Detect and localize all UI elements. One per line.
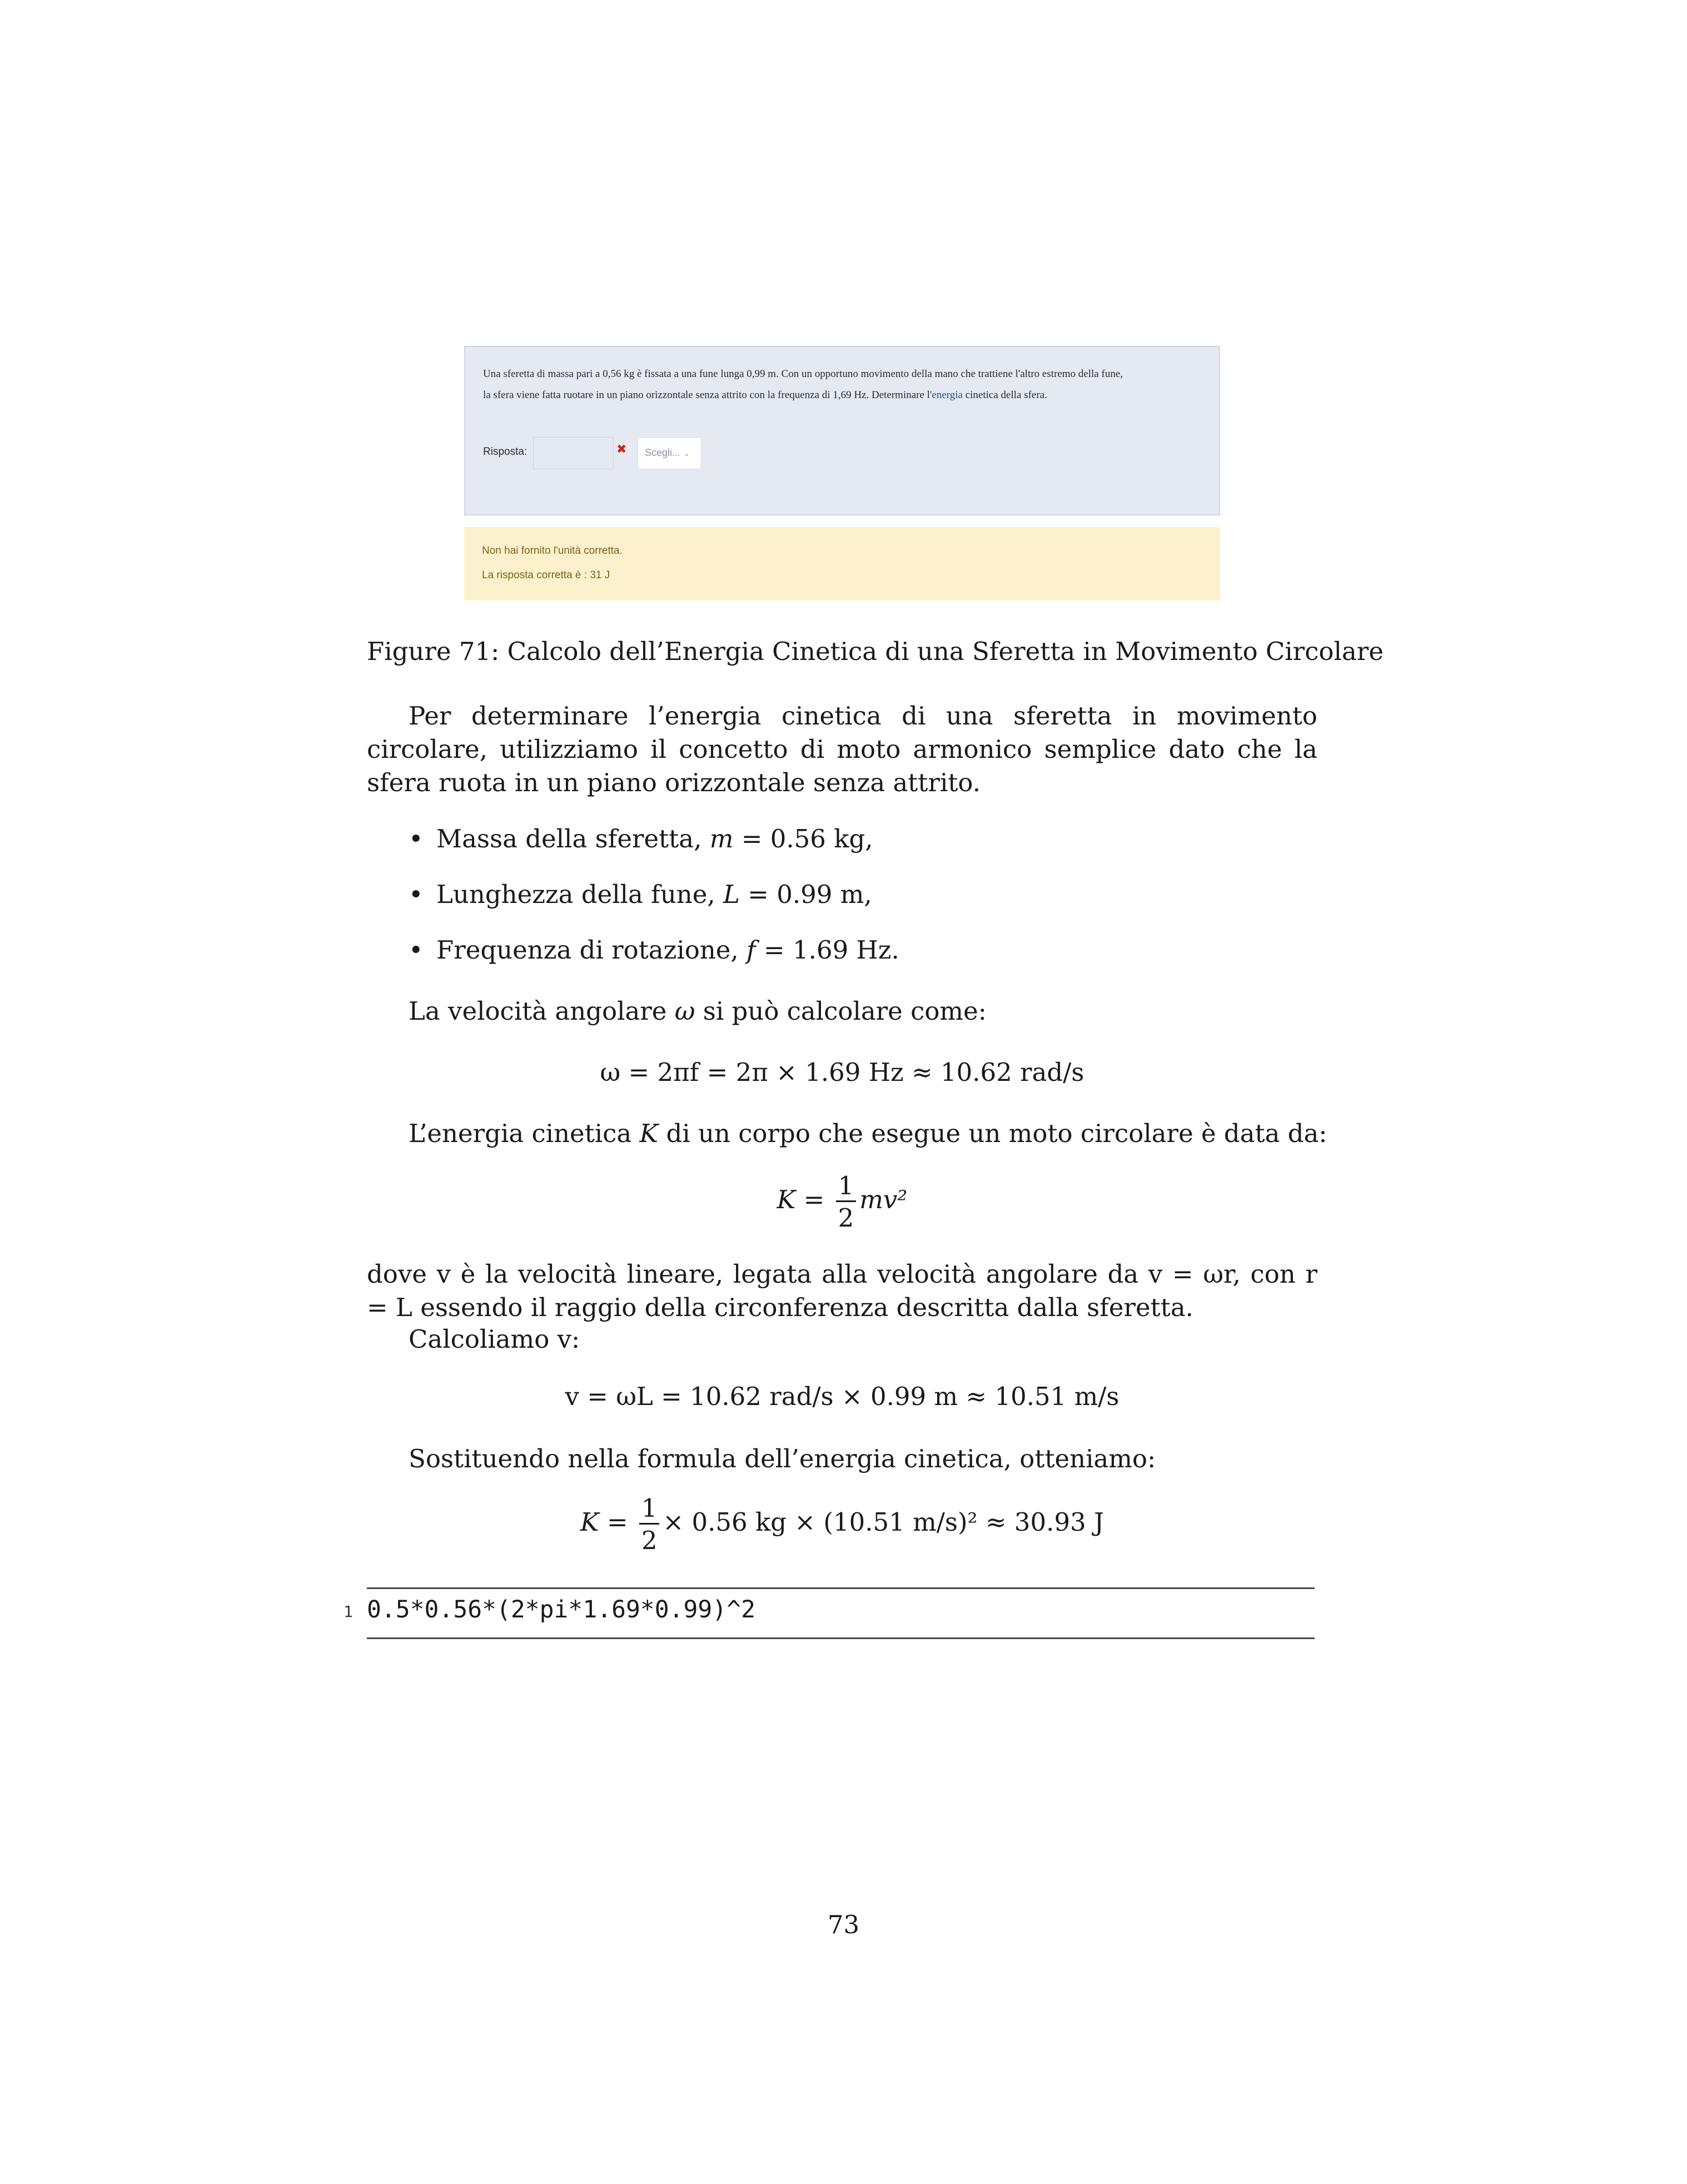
glossary-link-energia[interactable]: energia <box>932 389 963 401</box>
kinetic-intro-b: di un corpo che esegue un moto circolare è data da: <box>658 1119 1327 1148</box>
page-number: 73 <box>827 1910 860 1939</box>
bullet-frequency-var: f <box>747 935 756 965</box>
angular-intro-b: si può calcolare come: <box>695 996 987 1026</box>
bullet-frequency-label: Frequenza di rotazione, <box>436 935 747 965</box>
bullet-mass-value: = 0.56 kg, <box>733 824 873 853</box>
equation-kinetic <box>367 1171 1317 1233</box>
kinetic-var: K <box>639 1119 659 1148</box>
chevron-down-icon: ⌄ <box>684 449 690 458</box>
eq-final-numerator: 1 <box>639 1496 660 1525</box>
equation-v: v = ωL = 10.62 rad/s × 0.99 m ≈ 10.51 m/s <box>565 1382 1119 1411</box>
bullet-mass: • Massa della sferetta, m = 0.56 kg, <box>409 824 873 853</box>
code-line: 0.5*0.56*(2*pi*1.69*0.99)^2 <box>367 1596 755 1624</box>
eq-k-fraction <box>836 1171 857 1233</box>
feedback-correct-answer: La risposta corretta è : 31 J <box>482 569 610 581</box>
bullet-mass-label: Massa della sferetta, <box>436 824 710 853</box>
kinetic-intro-a: L’energia cinetica <box>409 1119 640 1148</box>
angular-var: ω <box>674 996 695 1026</box>
question-line-2a: la sfera viene fatta ruotare in un piano orizzontale senza attrito con la frequenza di 1,69 Hz. Determinare l' <box>483 389 932 401</box>
answer-input[interactable] <box>533 437 614 469</box>
angular-intro-a: La velocità angolare <box>409 996 675 1026</box>
feedback-box <box>464 527 1220 600</box>
bullet-mass-var: m <box>709 824 734 853</box>
dove-paragraph: dove v è la velocità lineare, legata alla velocità angolare da v = ωr, con r = L essendo il raggio della circonferenza descritta dalla sferetta. <box>367 1259 1317 1322</box>
eq-final-fraction <box>639 1493 660 1555</box>
answer-label: Risposta: <box>483 446 528 458</box>
eq-final-denominator: 2 <box>641 1526 658 1555</box>
bullet-length: • Lunghezza della fune, L = 0.99 m, <box>409 880 872 909</box>
eq-final-lhs: K = <box>580 1507 636 1537</box>
bullet-length-label: Lunghezza della fune, <box>436 880 724 909</box>
figure-caption: Figure 71: Calcolo dell’Energia Cinetica di una Sferetta in Movimento Circolare <box>367 637 1384 666</box>
feedback-unit-message: Non hai fornito l'unità corretta. <box>482 545 623 557</box>
bullet-length-value: = 0.99 m, <box>739 880 872 909</box>
question-text <box>483 364 1206 406</box>
unit-select-value: Scegli... <box>645 447 681 458</box>
substitution-intro: Sostituendo nella formula dell’energia cinetica, otteniamo: <box>409 1444 1156 1473</box>
eq-k-denominator: 2 <box>838 1203 854 1233</box>
eq-k-rhs: mv² <box>859 1185 908 1214</box>
eq-k-numerator: 1 <box>836 1173 857 1202</box>
code-bottom-rule <box>367 1637 1315 1639</box>
equation-final <box>367 1493 1317 1555</box>
bullet-frequency: • Frequenza di rotazione, f = 1.69 Hz. <box>409 935 899 965</box>
question-line-2c: cinetica della sfera. <box>962 389 1047 401</box>
quiz-question-card <box>464 346 1220 515</box>
bullet-length-var: L <box>723 880 740 909</box>
calcoliamo-line: Calcoliamo v: <box>409 1324 580 1354</box>
code-line-number: 1 <box>344 1602 353 1621</box>
wrong-answer-icon: ✖ <box>616 443 627 456</box>
eq-k-lhs: K = <box>777 1185 833 1214</box>
intro-paragraph: Per determinare l’energia cinetica di una sferetta in movimento circolare, utilizziamo il concetto di moto armonico semplice dato che la sfera ruota in un piano orizzontale senza attrito. <box>367 701 1317 797</box>
unit-select[interactable] <box>638 437 701 469</box>
bullet-frequency-value: = 1.69 Hz. <box>755 935 899 965</box>
question-line-1: Una sferetta di massa pari a 0,56 kg è fissata a una fune lunga 0,99 m. Con un opportuno movimento della mano che trattiene l'altro estremo della fune, <box>483 368 1123 380</box>
angular-velocity-intro <box>409 996 987 1026</box>
code-top-rule <box>367 1587 1315 1589</box>
eq-final-rhs: × 0.56 kg × (10.51 m/s)² ≈ 30.93 J <box>663 1507 1104 1537</box>
kinetic-energy-intro <box>409 1119 1327 1148</box>
equation-omega: ω = 2πf = 2π × 1.69 Hz ≈ 10.62 rad/s <box>600 1058 1084 1087</box>
